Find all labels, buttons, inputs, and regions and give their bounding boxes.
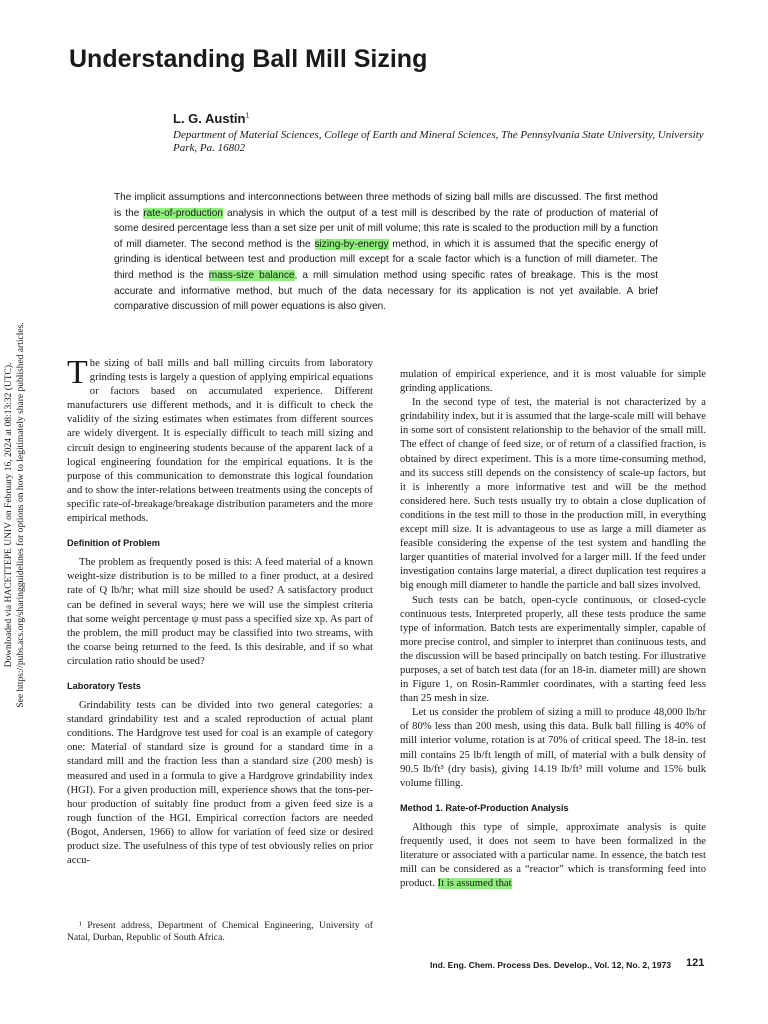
page-number: 121 — [686, 957, 705, 969]
right-paragraph-5 — [400, 821, 706, 891]
journal-citation: Ind. Eng. Chem. Process Des. Develop., Vol. 12, No. 2, 1973 — [430, 960, 672, 970]
highlight-mass-size-balance: mass-size balance — [208, 269, 295, 281]
heading-laboratory-tests: Laboratory Tests — [67, 680, 141, 691]
drop-cap: T — [67, 354, 88, 391]
left-column — [67, 354, 373, 868]
highlight-assumption: It is assumed that — [437, 878, 512, 890]
download-notice-line-2: See https://pubs.acs.org/sharingguidelines for options on how to legitimately share published articles. — [16, 322, 26, 708]
intro-paragraph — [67, 354, 373, 526]
heading-method-1: Method 1. Rate-of-Production Analysis — [400, 802, 569, 813]
author — [173, 111, 249, 126]
abstract — [114, 190, 658, 315]
highlight-rate-of-production: rate-of-production — [143, 207, 223, 219]
abstract-text-3: method, in which it is assumed that the specific energy of grinding is identical between test and production mill except for a scale factor which is a function of mill diameter. The third method is the — [114, 238, 658, 281]
download-notice-line-1: Downloaded via HACETTEPE UNIV on February 16, 2024 at 08:13:32 (UTC). — [4, 362, 14, 668]
right-paragraph-3: Such tests can be batch, open-cycle continuous, or closed-cycle continuous tests. Interpreted properly, all these tests produce the same type of information. Batch tests are experimentally simpler, capable of more precise control, and simpler to interpret than continuous tests, and the discussion will be based principally on batch testing. For illustrative purposes, a set of batch test data (for an 18-in. diameter mill) are shown in Figure 1, on Rosin-Rammler coordinates, with a starting feed less than 25 mesh in size. — [400, 594, 706, 705]
right-paragraph-4: Let us consider the problem of sizing a mill to produce 48,000 lb/hr of 80% less than 200 mesh, using this data. Bulk ball filling is 40% of mill interior volume, rotation is at 70% of critical speed. The 18-in. test mill contains 25 lb/ft length of mill, of material with a bulk density of 90.5 lb/ft³ (dry basis), giving 14.19 lb/ft³ mill volume and 15% bulk volume filling. — [400, 707, 706, 789]
definition-paragraph: The problem as frequently posed is this: A feed material of a known weight-size distribution is to be milled to a finer product, at a desired rate of Q lb/hr; what mill size should be used? A satisfactory product can be defined in several ways; here we will use the simplest criteria that some weight percentage ψ must pass a specified size xp. As part of the problem, the mill product may be classified into two streams, with the coarse being returned to the feed. Is this desirable, and if so what circulation ratio should be used? — [67, 557, 373, 667]
article-title: Understanding Ball Mill Sizing — [69, 45, 428, 73]
highlight-sizing-by-energy: sizing-by-energy — [314, 238, 389, 250]
author-affiliation: Department of Material Sciences, College of Earth and Mineral Sciences, The Pennsylvania State University, University Park, Pa. 16802 — [173, 129, 704, 154]
author-footnote-marker: 1 — [245, 112, 250, 120]
intro-text: he sizing of ball mills and ball milling circuits from laboratory grinding tests is largely a question of applying empirical equations or factors based on accumulated experience. Different manufacturers use different methods, and it is difficult to check the validity of the sizing estimates when estimates from different sources are widely divergent. It is especially difficult to teach mill sizing and circuit design to engineering students because of the apparent lack of a logical engineering foundation for the empirical equations. It is the purpose of this communication to demonstrate this logical foundation and to show the inter-relations between treatments using the concepts of specific rate-of-breakage/breakage distribution parameters and the more empirical methods. — [67, 358, 373, 525]
download-notice — [0, 315, 30, 715]
footnote: ¹ Present address, Department of Chemical Engineering, University of Natal, Durban, Republic of South Africa. — [67, 920, 373, 943]
right-paragraph-2: In the second type of test, the material is not characterized by a grindability index, but it is assumed that the large-scale mill will behave in some sort of consistent relationship to the behavior of the small mill. The effect of change of feed size, or of return of a classified fraction, is obtained by direct experiment. This is a more time-consuming method, and its success still depends on the consistency of scale-up factors, but it is inherently a more informative test and will be the method considered here. Such tests usually try to obtain a close duplication of conditions in the test mill to those in the production mill, in everything except mill size. It is advantageous to use as large a mill diameter as feasible considering the expense of the test system and handling the larger quantities of material involved for a larger mill. If the feed under investigation contains large material, a direct duplication test requires a big enough mill diameter to handle the particle and ball sizes involved. — [400, 397, 706, 592]
laboratory-paragraph: Grindability tests can be divided into two general categories: a standard grindability test and a scaled reproduction of actual plant conditions. The Hardgrove test used for coal is an example of category one: Material of standard size is ground for a standard time in a standard mill and the fraction less than a standard size (200 mesh) is measured and used in a formula to give a Hardgrove grindability index (HGI). For a given production mill, experience shows that the tons-per-hour production of suitably fine product from a given feed size is a rough function of the HGI. Empirical correction factors are needed (Bogot, Andersen, 1966) to allow for variation of feed size or desired product size. The usefulness of this type of test obviously relies on prior accu- — [67, 700, 373, 867]
heading-definition-of-problem: Definition of Problem — [67, 538, 160, 549]
abstract-text-4: , a mill simulation method using specific rates of breakage. This is the most accurate and informative method, but much of the data necessary for its application is not yet available. A brief comparative discussion of mill power equations is also given. — [114, 269, 659, 313]
abstract-text-1: The implicit assumptions and interconnections between three methods of sizing ball mills are discussed. The first method is the — [114, 192, 658, 219]
right-column — [400, 368, 706, 891]
author-name: L. G. Austin — [173, 111, 246, 126]
abstract-text-2: analysis in which the output of a test mill is described by the rate of production of material of some desired percentage less than a set size per unit of mill volume; this rate is scaled to the production mill by a function of mill diameter. The second method is the — [114, 207, 658, 250]
right-paragraph-1: mulation of empirical experience, and it is most valuable for simple grinding applications. — [400, 369, 706, 395]
method-1-text: Although this type of simple, approximate analysis is quite frequently used, it does not seem to have been formalized in the literature or associated with a particular name. In essence, the batch test mill can be considered as a “reactor” which is transforming feed into product. — [400, 821, 706, 890]
